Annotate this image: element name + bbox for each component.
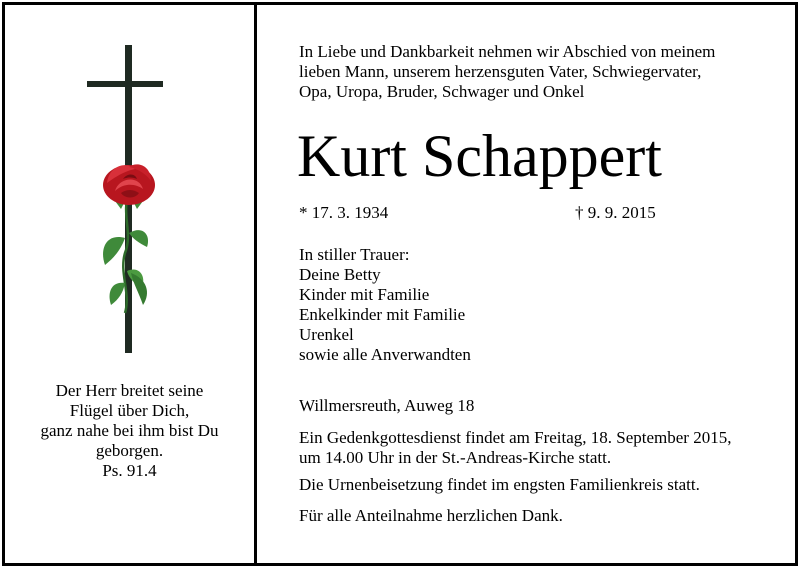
- mourner-entry: Deine Betty: [299, 265, 381, 284]
- death-date: † 9. 9. 2015: [575, 203, 656, 222]
- thanks-note: Für alle Anteilnahme herzlichen Dank.: [299, 506, 563, 525]
- verse-line: ganz nahe bei ihm bist Du: [40, 421, 219, 440]
- service-line: um 14.00 Uhr in der St.-Andreas-Kirche statt.: [299, 448, 612, 467]
- intro-text: [299, 42, 779, 102]
- service-line: Ein Gedenkgottesdienst findet am Freitag, 18. September 2015,: [299, 428, 732, 447]
- left-column: [5, 5, 254, 563]
- mourner-entry: sowie alle Anverwandten: [299, 345, 471, 364]
- intro-line: Opa, Uropa, Bruder, Schwager und Onkel: [299, 82, 585, 101]
- urn-burial-info: Die Urnenbeisetzung findet im engsten Familienkreis statt.: [299, 475, 700, 494]
- intro-line: lieben Mann, unserem herzensguten Vater, Schwiegervater,: [299, 62, 702, 81]
- verse-reference: Ps. 91.4: [102, 461, 157, 480]
- memorial-service-info: [299, 428, 731, 468]
- mourners-list: [299, 245, 471, 365]
- verse-line: Der Herr breitet seine: [55, 381, 204, 400]
- right-column: [257, 5, 792, 563]
- verse-line: Flügel über Dich,: [69, 401, 190, 420]
- mourner-entry: Enkelkinder mit Familie: [299, 305, 466, 324]
- bible-verse: [5, 381, 254, 481]
- mourners-heading: In stiller Trauer:: [299, 245, 410, 264]
- mourner-entry: Kinder mit Familie: [299, 285, 430, 304]
- deceased-name: Kurt Schappert: [297, 123, 662, 189]
- birth-date: * 17. 3. 1934: [299, 203, 389, 222]
- intro-line: In Liebe und Dankbarkeit nehmen wir Abschied von meinem: [299, 42, 716, 61]
- address: Willmersreuth, Auweg 18: [299, 396, 475, 415]
- verse-line: geborgen.: [95, 441, 164, 460]
- cross-with-rose-icon: [85, 43, 175, 363]
- mourner-entry: Urenkel: [299, 325, 354, 344]
